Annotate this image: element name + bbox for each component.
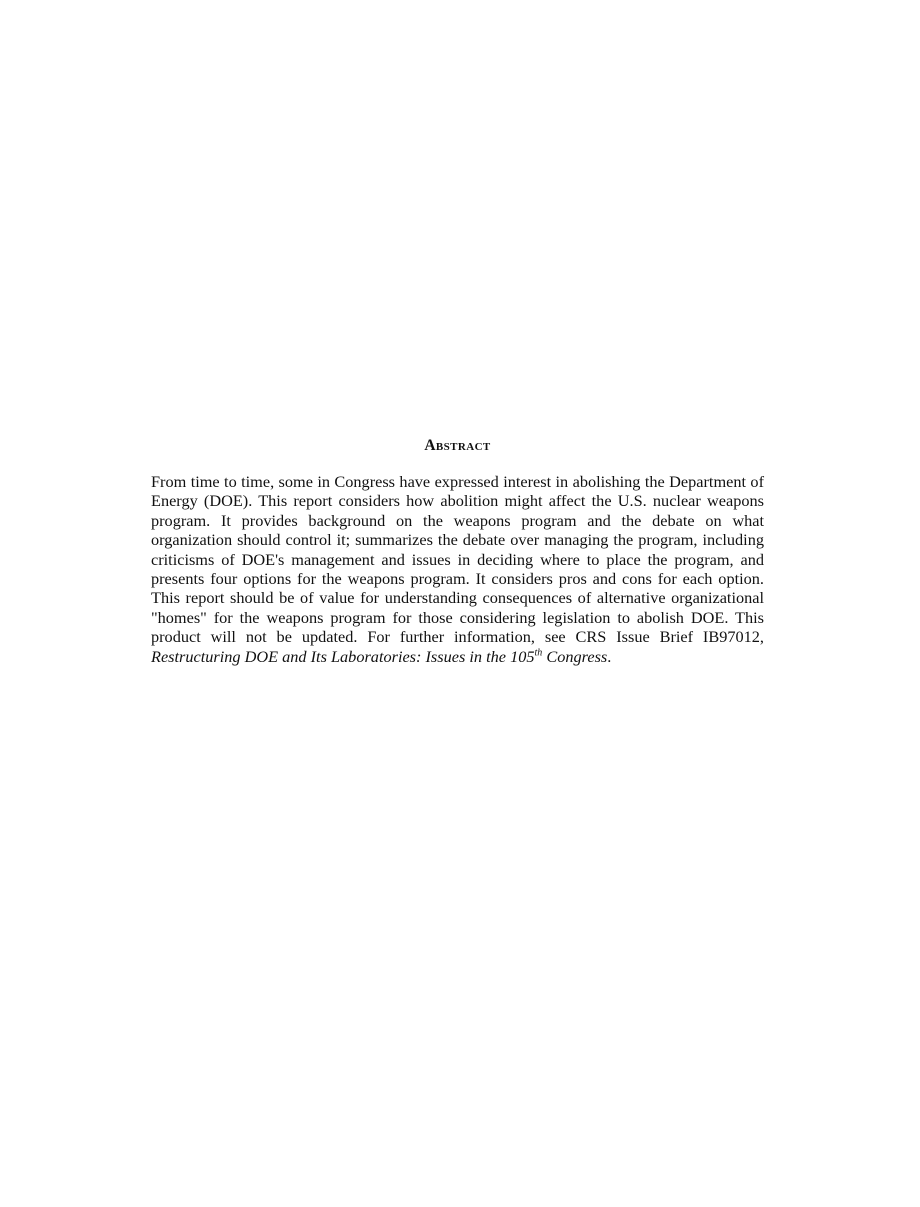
abstract-heading: Abstract bbox=[424, 437, 491, 454]
citation-title bbox=[151, 647, 607, 666]
citation-end: . bbox=[607, 646, 612, 666]
citation-title-part2: Congress bbox=[542, 646, 608, 666]
abstract-body bbox=[151, 472, 764, 666]
abstract-section bbox=[151, 437, 764, 666]
citation-superscript: th bbox=[534, 647, 543, 659]
abstract-body-text: From time to time, some in Congress have expressed interest in abolishing the Department of Energy (DOE). This report considers how abolition might affect the U.S. nuclear weapons program. It provides background on the weapons program and the debate on what organization should control it; summarizes the debate over managing the program, including criticisms of DOE's management and issues in deciding where to place the program, and presents four options for the weapons program. It considers pros and cons for each option. This report should be of value for understanding consequences of alternative organizational "homes" for the weapons program for those considering legislation to abolish DOE. This product will not be updated. For further information, see CRS Issue Brief IB97012, bbox=[151, 472, 764, 647]
citation-title-part1: Restructuring DOE and Its Laboratories: Issues in the 105 bbox=[151, 646, 535, 666]
